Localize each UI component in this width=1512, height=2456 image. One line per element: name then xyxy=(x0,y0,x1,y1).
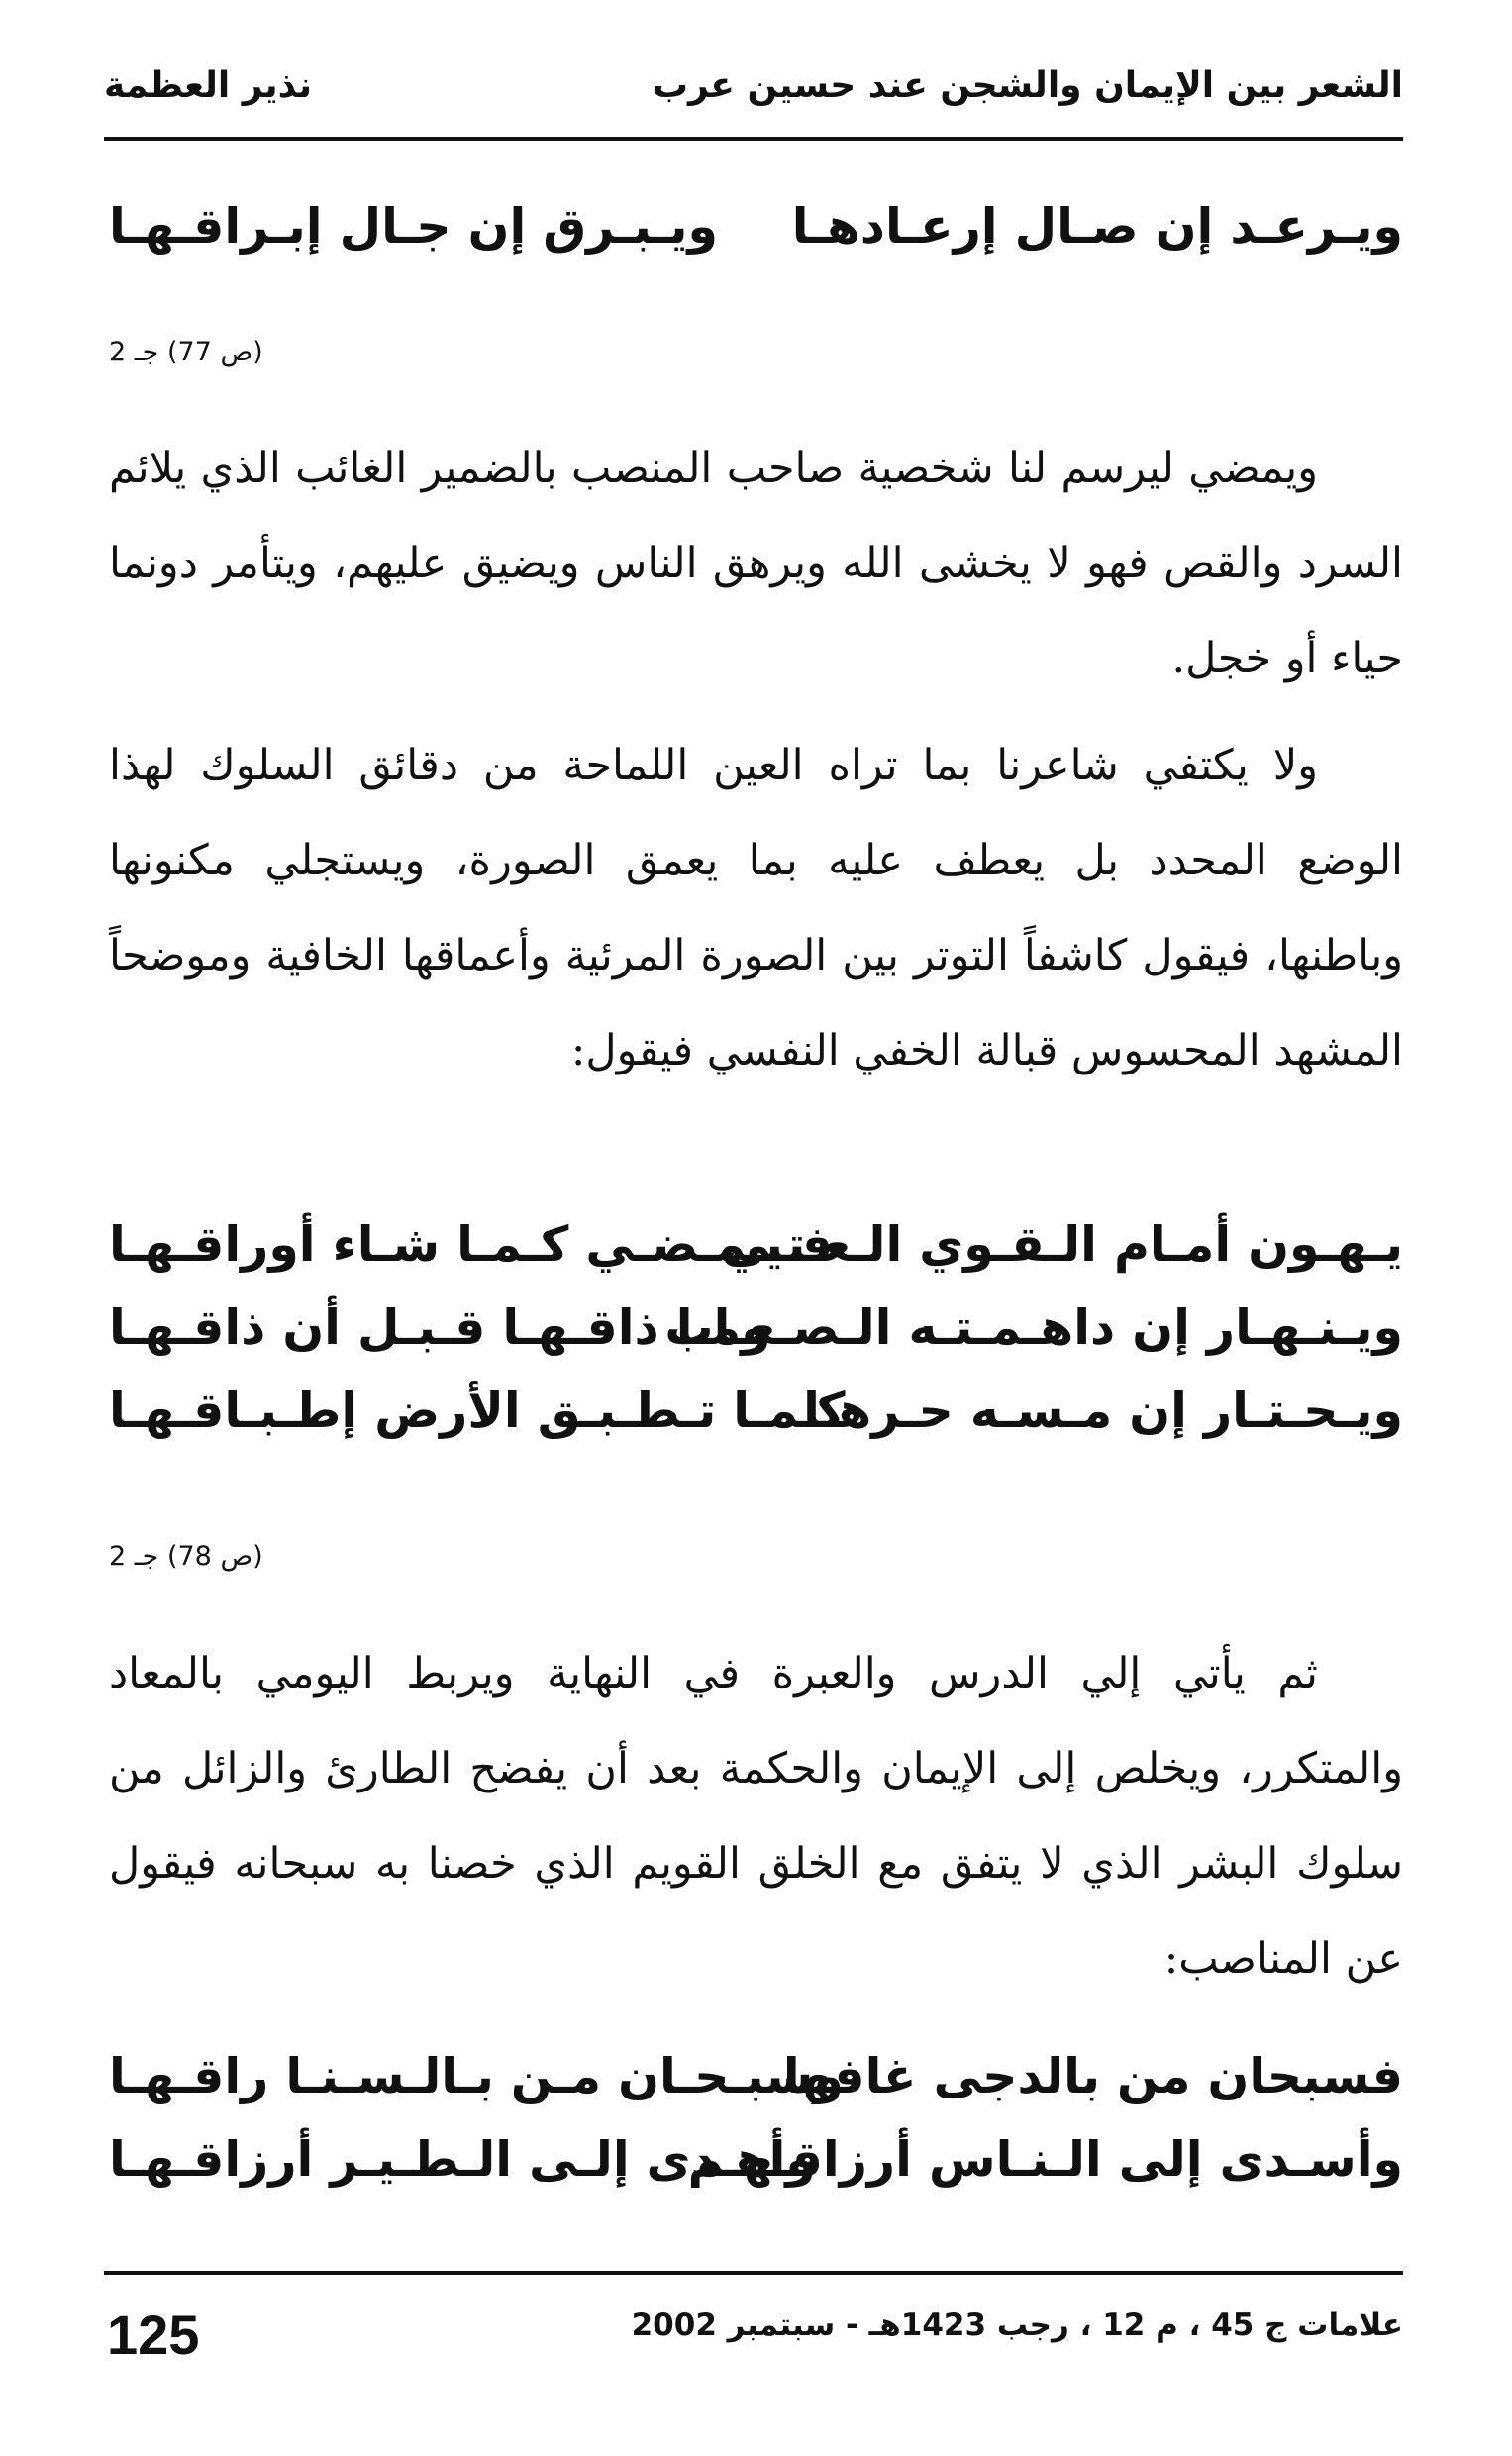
article-title: الشعر بين الإيمان والشجن عند حسين عرب xyxy=(652,65,1403,106)
verse-second-hemistich: وأهـدى إلـى الـطـيـر أرزاقـهـا xyxy=(109,2131,816,2188)
citation: (ص 77) جـ 2 xyxy=(109,337,263,367)
body-paragraph: ويمضي ليرسم لنا شخصية صاحب المنصب بالضمير الغائب الذي يلائم السرد والقص فهو لا يخشى الله ويرهق الناس ويضيق عليهم، ويتأمر دونما حياء أو خجل. xyxy=(109,444,1403,683)
journal-info: علامات ج 45 ، م 12 ، رجب 1423هـ - سبتمبر 2002 xyxy=(631,2307,1403,2343)
verse-second-hemistich: ومـا ذاقـهـا قـبـل أن ذاقـهـا xyxy=(109,1299,771,1356)
verse-second-hemistich: فـيـمـضـي كـمـا شـاء أوراقـهـا xyxy=(109,1216,834,1273)
verse-line xyxy=(109,198,1403,271)
verse-first-hemistich: ويـنـهـار إن داهـمـتـه الـصـعـاب xyxy=(664,1299,1403,1356)
running-header xyxy=(104,57,1403,141)
author-name: نذير العظمة xyxy=(104,65,312,106)
verse-line xyxy=(109,2131,1403,2204)
verse-first-hemistich: وأسـدى إلى الـنـاس أرزاقـهـم xyxy=(687,2131,1403,2188)
page-number: 125 xyxy=(107,2303,200,2366)
verse-first-hemistich: يـهـون أمـام الـقـوي الـعـتـي xyxy=(721,1216,1403,1273)
verse-first-hemistich: فسبحان من بالدجى غافها xyxy=(782,2048,1403,2104)
citation: (ص 78) جـ 2 xyxy=(109,1541,263,1572)
verse-second-hemistich: ويـبـرق إن جـال إبـراقـهـا xyxy=(109,198,718,255)
footer-divider xyxy=(104,2271,1403,2275)
verse-second-hemistich: كـمـا تـطـبـق الأرض إطـبـاقـهـا xyxy=(109,1382,846,1439)
verse-line xyxy=(109,1216,1403,1289)
verse-first-hemistich: ويـحـتـار إن مـسـه حـرهـا xyxy=(803,1382,1403,1439)
verse-first-hemistich: ويـرعـد إن صـال إرعـادهـا xyxy=(791,198,1403,255)
body-paragraph: ولا يكتفي شاعرنا بما تراه العين اللماحة من دقائق السلوك لهذا الوضع المحدد بل يعطف عليه بما يعمق الصورة، ويستجلي مكنونها وباطنها، فيقول كاشفاً التوتر بين الصورة المرئية وأعماقها الخافية وموضحاً المشهد المحسوس قبالة الخفي النفسي فيقول: xyxy=(109,741,1403,1075)
verse-second-hemistich: وسبـحـان مـن بـالـسـنـا راقـهـا xyxy=(109,2048,844,2104)
body-paragraph: ثم يأتي إلي الدرس والعبرة في النهاية ويربط اليومي بالمعاد والمتكرر، ويخلص إلى الإيمان والحكمة بعد أن يفضح الطارئ والزائل من سلوك البشر الذي لا يتفق مع الخلق القويم الذي خصنا به سبحانه فيقول عن المناصب: xyxy=(109,1649,1403,1984)
verse-line xyxy=(109,1382,1403,1456)
verse-line xyxy=(109,1299,1403,1373)
verse-line xyxy=(109,2048,1403,2121)
